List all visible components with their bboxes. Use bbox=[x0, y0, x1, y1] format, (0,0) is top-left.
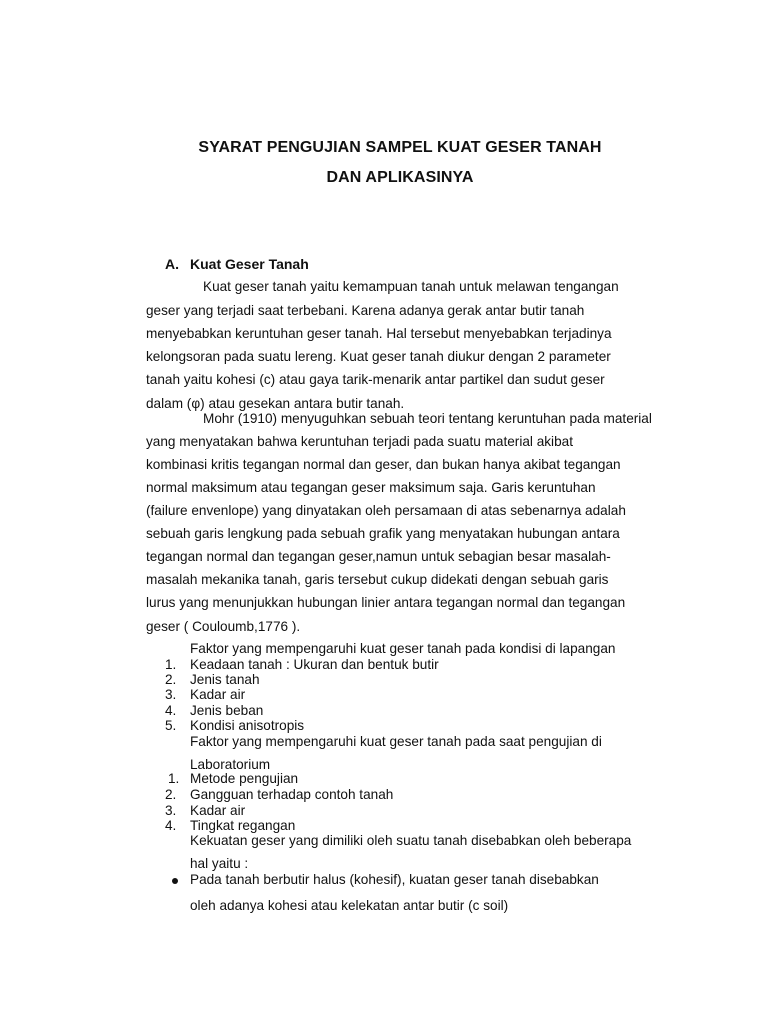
lab-factors-intro-line: Faktor yang mempengaruhi kuat geser tanah pada saat pengujian di bbox=[190, 734, 602, 749]
list-number: 1. bbox=[165, 657, 177, 672]
list-number: 3. bbox=[165, 687, 177, 702]
list-item: Jenis beban bbox=[190, 703, 264, 718]
list-item: Kondisi anisotropis bbox=[190, 718, 305, 733]
paragraph-2-line: tegangan normal dan tegangan geser,namun untuk sebagian besar masalah- bbox=[146, 549, 611, 564]
paragraph-1-line: kelongsoran pada suatu lereng. Kuat geser tanah diukur dengan 2 parameter bbox=[146, 349, 611, 364]
list-item: Metode pengujian bbox=[190, 771, 299, 786]
paragraph-2-line: normal maksimum atau tegangan geser maksimum saja. Garis keruntuhan bbox=[146, 480, 596, 495]
paragraph-2-line: geser ( Couloumb,1776 ). bbox=[146, 619, 301, 634]
list-item: Tingkat regangan bbox=[190, 818, 296, 833]
document-title-line-2: DAN APLIKASINYA bbox=[326, 169, 474, 186]
bullet-item-line: oleh adanya kohesi atau kelekatan antar butir (c soil) bbox=[190, 898, 509, 913]
paragraph-2-line: yang menyatakan bahwa keruntuhan terjadi pada suatu material akibat bbox=[146, 434, 573, 449]
list-item: Jenis tanah bbox=[190, 672, 260, 687]
list-item: Keadaan tanah : Ukuran dan bentuk butir bbox=[190, 657, 439, 672]
list-number: 4. bbox=[165, 818, 177, 833]
paragraph-1-line: tanah yaitu kohesi (c) atau gaya tarik-menarik antar partikel dan sudut geser bbox=[146, 372, 605, 387]
paragraph-1-line: dalam (φ) atau gesekan antara butir tanah. bbox=[146, 396, 405, 411]
list-number: 2. bbox=[165, 672, 177, 687]
paragraph-2-line: Mohr (1910) menyuguhkan sebuah teori tentang keruntuhan pada material bbox=[203, 411, 652, 426]
strength-intro-line: Kekuatan geser yang dimiliki oleh suatu tanah disebabkan oleh beberapa bbox=[190, 833, 632, 848]
field-factors-intro: Faktor yang mempengaruhi kuat geser tanah pada kondisi di lapangan bbox=[190, 641, 616, 656]
list-number: 5. bbox=[165, 718, 177, 733]
paragraph-1-line: menyebabkan keruntuhan geser tanah. Hal tersebut menyebabkan terjadinya bbox=[146, 326, 612, 341]
paragraph-2-line: masalah mekanika tanah, garis tersebut cukup didekati dengan sebuah garis bbox=[146, 572, 609, 587]
paragraph-2-line: kombinasi kritis tegangan normal dan geser, dan bukan hanya akibat tegangan bbox=[146, 457, 621, 472]
list-number: 1. bbox=[168, 771, 180, 786]
list-item: Kadar air bbox=[190, 687, 246, 702]
document-title-line-1: SYARAT PENGUJIAN SAMPEL KUAT GESER TANAH bbox=[198, 139, 602, 156]
paragraph-2-line: (failure envenlope) yang dinyatakan oleh persamaan di atas sebenarnya adalah bbox=[146, 503, 626, 518]
list-number: 2. bbox=[165, 787, 177, 802]
paragraph-2-line: sebuah garis lengkung pada sebuah grafik yang menyatakan hubungan antara bbox=[146, 526, 620, 541]
section-heading: Kuat Geser Tanah bbox=[190, 256, 309, 272]
paragraph-1-line: geser yang terjadi saat terbebani. Karena adanya gerak antar butir tanah bbox=[146, 303, 585, 318]
paragraph-2-line: lurus yang menunjukkan hubungan linier antara tegangan normal dan tegangan bbox=[146, 595, 626, 610]
list-number: 3. bbox=[165, 803, 177, 818]
paragraph-1-line: Kuat geser tanah yaitu kemampuan tanah untuk melawan tengangan bbox=[203, 279, 619, 294]
lab-factors-intro-line: Laboratorium bbox=[190, 757, 271, 772]
bullet-item-line: Pada tanah berbutir halus (kohesif), kuatan geser tanah disebabkan bbox=[190, 872, 599, 887]
list-item: Gangguan terhadap contoh tanah bbox=[190, 787, 394, 802]
strength-intro-line: hal yaitu : bbox=[190, 856, 249, 871]
list-item: Kadar air bbox=[190, 803, 246, 818]
list-number: 4. bbox=[165, 703, 177, 718]
section-marker: A. bbox=[165, 256, 179, 272]
bullet-dot bbox=[172, 878, 178, 884]
